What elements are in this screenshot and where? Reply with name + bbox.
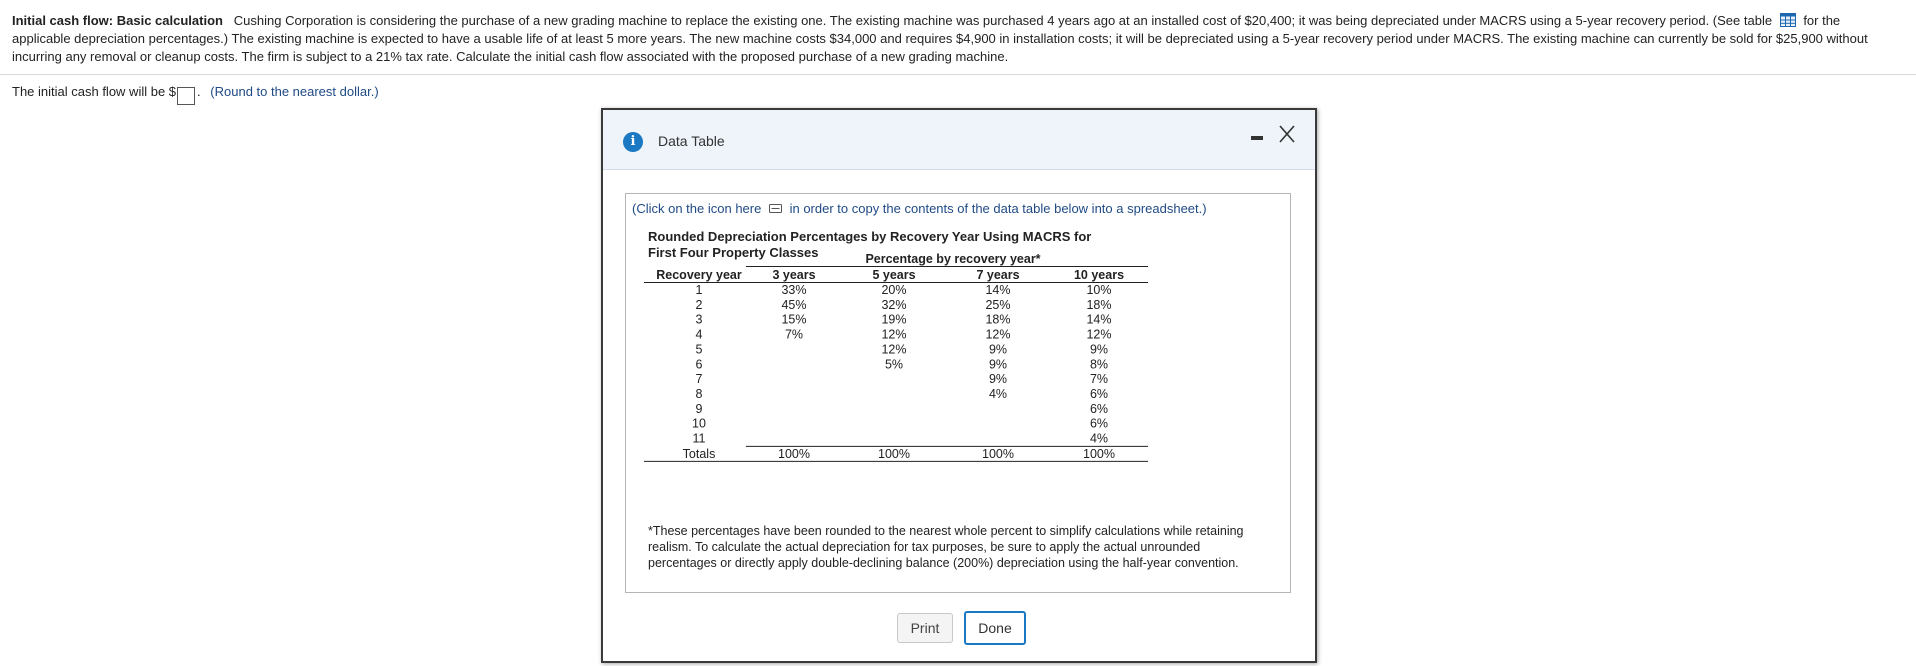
percentage-cell: 6% [1089, 401, 1109, 416]
answer-hint: (Round to the nearest dollar.) [210, 84, 379, 99]
percentage-cell: 18% [1086, 297, 1112, 312]
macrs-table [626, 194, 1290, 524]
answer-suffix: . [197, 84, 201, 99]
percentage-cell: 45% [781, 297, 807, 312]
recovery-year-cell: 3 [695, 312, 703, 327]
totals-cell: 100% [982, 446, 1014, 461]
percentage-cell: 12% [985, 327, 1011, 342]
done-button[interactable]: Done [964, 611, 1026, 645]
percentage-cell: 8% [1089, 357, 1109, 372]
recovery-year-cell: 2 [695, 297, 703, 312]
percentage-cell: 18% [985, 312, 1011, 327]
recovery-year-cell: 6 [695, 357, 703, 372]
dialog-header[interactable] [603, 110, 1315, 170]
column-header: Recovery year [656, 268, 742, 282]
column-header: 7 years [976, 268, 1020, 282]
percentage-cell: 12% [1086, 327, 1112, 342]
percentage-cell: 10% [1086, 283, 1112, 297]
table-footnote: *These percentages have been rounded to the nearest whole percent to simplify calculations while retaining realism. To calculate the actual depreciation for tax purposes, be sure to apply the actual unrounded percentages or directly apply double-declining balance (200%) depreciation using the half-year convention. [648, 524, 1244, 570]
percentage-cell: 9% [988, 342, 1008, 357]
problem-text-part1: Cushing Corporation is considering the purchase of a new grading machine to replace the existing one. The existing machine was purchased 4 years ago at an installed cost of $20,400; it was being depreciated under MACRS using a 5-year recovery period. (See table [233, 13, 1773, 28]
problem-text-part2: for the applicable depreciation percentages.) The existing machine is expected to have a usable life of at least 5 more years. The new machine costs $34,000 and requires $4,900 in installation costs; it will be depreciated using a 5-year recovery period under MACRS. The existing machine can currently be sold for $25,900 without incurring any removal or cleanup costs. The firm is subject to a 21% tax rate. Calculate the initial cash flow associated with the proposed purchase of a new grading machine. [12, 13, 1868, 64]
recovery-year-cell: 11 [692, 431, 706, 446]
recovery-year-cell: 4 [695, 327, 703, 342]
percentage-cell: 20% [881, 283, 907, 297]
percentage-cell: 12% [881, 342, 907, 357]
problem-statement [12, 12, 1892, 66]
percentage-cell: 9% [1089, 342, 1109, 357]
percentage-cell: 4% [988, 386, 1008, 401]
percentage-cell: 6% [1089, 416, 1109, 431]
percentage-cell: 7% [1089, 372, 1109, 387]
data-table-dialog [601, 108, 1317, 663]
problem-title: Initial cash flow: Basic calculation [12, 13, 223, 28]
info-icon: i [623, 132, 643, 152]
dialog-title: Data Table [658, 133, 725, 149]
percentage-cell: 33% [781, 283, 807, 297]
percentage-cell: 5% [884, 357, 904, 372]
totals-label: Totals [682, 446, 716, 461]
column-header: 5 years [872, 268, 916, 282]
totals-cell: 100% [778, 446, 810, 461]
divider [0, 74, 1916, 75]
percentage-cell: 9% [988, 357, 1008, 372]
recovery-year-cell: 9 [695, 401, 703, 416]
percentage-cell: 15% [781, 312, 807, 327]
column-header: 10 years [1073, 268, 1125, 282]
percentage-cell: 32% [881, 297, 907, 312]
percentage-cell: 14% [985, 283, 1011, 297]
copy-text-before: (Click on the icon here [632, 201, 762, 216]
print-button[interactable]: Print [897, 613, 953, 643]
recovery-year-cell: 5 [695, 342, 703, 357]
recovery-year-cell: 8 [695, 386, 703, 401]
percentage-cell: 19% [881, 312, 907, 327]
totals-cell: 100% [878, 446, 910, 461]
percentage-cell: 12% [881, 327, 907, 342]
close-icon[interactable] [1275, 122, 1299, 146]
initial-cash-flow-input[interactable] [177, 87, 195, 105]
percentage-cell: 9% [988, 372, 1008, 387]
table-grid-icon[interactable] [1780, 13, 1796, 27]
percentage-cell: 7% [784, 327, 804, 342]
minimize-icon[interactable] [1251, 136, 1263, 140]
column-header: 3 years [772, 268, 816, 282]
group-header: Percentage by recovery year* [865, 252, 1041, 266]
percentage-cell: 25% [985, 297, 1011, 312]
answer-prefix: The initial cash flow will be $ [12, 84, 177, 99]
recovery-year-cell: 1 [695, 283, 703, 297]
percentage-cell: 14% [1086, 312, 1112, 327]
table-title: Rounded Depreciation Percentages by Recovery Year Using MACRS for First Four Property Classes [648, 229, 1092, 260]
totals-cell: 100% [1083, 446, 1115, 461]
percentage-cell: 6% [1089, 386, 1109, 401]
percentage-cell: 4% [1089, 431, 1109, 446]
data-table-panel [625, 193, 1291, 593]
copy-text-after: in order to copy the contents of the data table below into a spreadsheet.) [789, 201, 1207, 216]
recovery-year-cell: 10 [692, 416, 706, 431]
answer-line [12, 84, 379, 105]
recovery-year-cell: 7 [695, 372, 703, 387]
